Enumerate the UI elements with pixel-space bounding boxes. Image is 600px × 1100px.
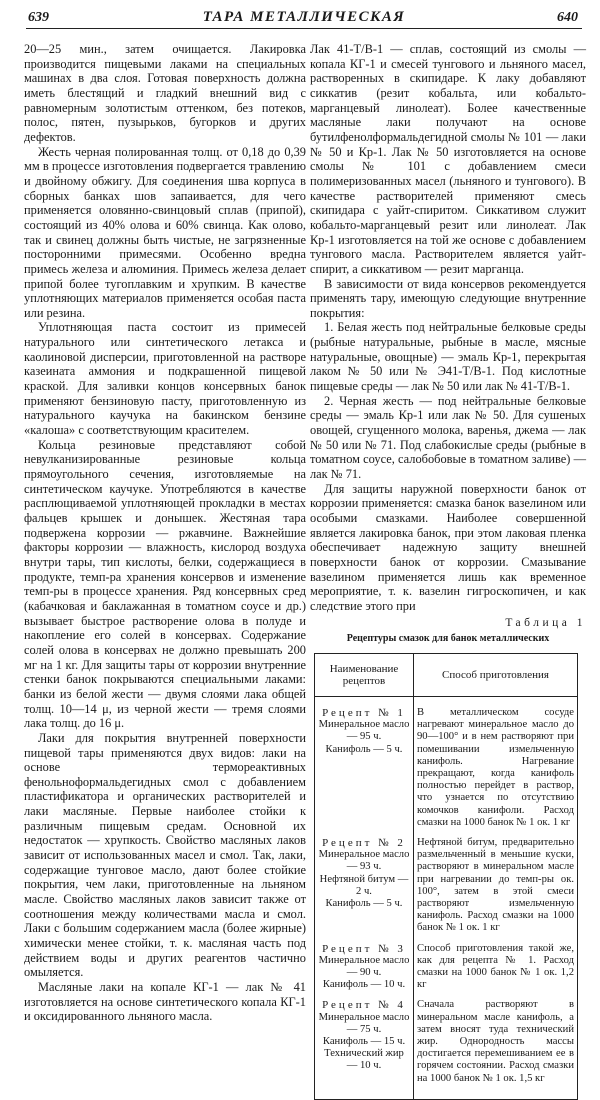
recipe-ingredient: Канифоль — 15 ч. xyxy=(322,1035,406,1047)
recipe-title: Рецепт № 2 xyxy=(322,836,406,849)
recipe-ingredient: Минеральное масло — 75 ч. xyxy=(318,1011,410,1035)
recipe-ingredient: Минеральное масло — 90 ч. xyxy=(318,954,410,978)
recipe-ingredient: Канифоль — 10 ч. xyxy=(322,979,406,991)
table-header-method: Способ приготовления xyxy=(414,653,578,696)
paragraph: Лаки для покрытия внутренней поверхности пищевой тары применяются двух видов: лаки на основе термореактивных фенольноформальдегидных смол с добавлением пластификатора и органических растворителей и лаки масляные. Первые наиболее стойки к различным пищевым средам. Основной их недостаток — хрупкость. Свойство масляных лаков зависит от использованных масел и смол. Так, лаки, содержащие тунговое масло, дают более стойкие покрытия, чем лаки, приготовленные на льняном масле. Свойство масляных лаков зависит также от соотношения между количествами масла и смол. Лаки с большим содержанием масла (более жирные) химически менее стойки, т. к. масляная часть под действием воды и других реагентов частично омыляется. xyxy=(24,730,306,980)
table-label: Таблица 1 xyxy=(505,616,586,629)
paragraph: Для защиты наружной поверхности банок от коррозии применяется: смазка банок вазелином или особыми смазками. Наиболее совершенной является лакировка банок, при этом лаковая пленка обеспечивает надежную защиту внешней поверхности банок от коррозии. Смазывание вазелином применяется лишь как временное мероприятие, т. к. вазелин гигроскопичен, и как следствие этого при xyxy=(310,481,586,613)
paragraph: Лак 41-Т/В-1 — сплав, состоящий из смолы — копала КГ-1 и смесей тунгового и льняного масел, растворенных в скипидаре. К лаку добавляют сиккатив (резит кобальта, или кобальто-марганцевый линолеат). Более качественные масляные лаки получают на основе бутилфенолформальдегидной смолы № 101 — лаки № 50 и Кр-1. Лак № 50 изготовляется на основе смолы № 101 с добавлением смеси полимеризованных масел (льняного и тунгового). В качестве растворителей применяют смесь скипидара с уайт-спиритом. Сиккативом служит кобальто-марганцевый резит или линолеат. Лак Кр-1 изготовляется на той же основе с добавлением тунгового масла. Растворителем является уайт-спирит, а сиккативом — резит марганца. xyxy=(310,42,586,276)
recipe-method-cell: Сначала растворяют в минеральном масле канифоль, а затем вносят туда технический жир. Однородность массы достигается перемешиванием ее в горячем состоянии. Расход смазки на 1000 банок № 1 ок. 1,5 кг xyxy=(414,991,578,1099)
recipe-ingredient: Нефтяной битум — 2 ч. xyxy=(319,873,409,897)
page-number-left: 639 xyxy=(28,10,49,25)
table-caption: Рецептуры смазок для банок металлических xyxy=(346,633,550,645)
left-column xyxy=(24,42,306,1024)
recipe-ingredient: Минеральное масло — 93 ч. xyxy=(318,849,410,873)
table-row xyxy=(315,991,578,1099)
right-column xyxy=(310,42,586,1100)
recipe-ingredient: Минеральное масло — 95 ч. xyxy=(318,719,410,743)
recipe-title: Рецепт № 3 xyxy=(322,942,406,955)
paragraph: 1. Белая жесть под нейтральные белковые среды (рыбные натуральные, рыбные в масле, мясные натуральные, овощные) — эмаль Кр-1, перекрытая лаком № 50 или № Э41-Т/В-1. Под кислотные пищевые среды — лак № 50 или лак № 41-Т/В-1. xyxy=(310,320,586,394)
paragraph: Кольца резиновые представляют собой невулканизированные резиновые кольца прямоугольного сечения, изготовляемые на синтетическом каучуке. Употребляются в качестве расплющиваемой уплотняющей прокладки в местах фальцев крышек и донышек. Жестяная тара подвержена коррозии — ржавчине. Важнейшие факторы коррозии — влажность, кислород воздуха внутри тары, тип кислоты, белки, содержащиеся в продукте, темп-ра хранения консервов и изменение темп-ры в процессе хранения. Ряд консервных сред (кабачковая и баклажанная в томатном соусе и др.) вызывает быстрое растворение олова в полуде и накопление его солей в консервах. Содержание солей олова в консервах не должно превышать 200 мг на 1 кг. Для защиты тары от коррозии внутренние стенки банок покрываются специальными лаками: банки из белой жести — двумя слоями лака общей толщ. 10—14 μ, из черной жести — тремя слоями лака толщ. до 16 μ. xyxy=(24,437,306,731)
paragraph: Жесть черная полированная толщ. от 0,18 до 0,39 мм в процессе изготовления подвергается травлению и двойному обжигу. Для соединения шва корпуса в сборных банках шов запаивается, для чего применяется оловянно-свинцовый сплав (припой), состоящий из 40% олова и 60% свинца. Как олово, так и свинец должны быть чистые, не загрязненные посторонними примесями. Особенно вредна примесь железа и алюминия. Примесь железа делает припой более тугоплавким и хрупким. В качестве уплотняющих материалов применяется особая паста или резина. xyxy=(24,144,306,320)
page-header xyxy=(26,8,582,29)
recipe-method-cell: Способ приготовления такой же, как для рецепта № 1. Расход смазки на 1000 банок № 1 ок. 1,2 кг xyxy=(414,935,578,992)
recipe-ingredient: Канифоль — 5 ч. xyxy=(325,897,403,909)
recipe-name-cell xyxy=(315,935,414,992)
table-row xyxy=(315,829,578,935)
recipe-name-cell xyxy=(315,829,414,935)
table-header-name: Наименование рецептов xyxy=(315,653,414,696)
page-number-right: 640 xyxy=(557,10,578,25)
recipes-table xyxy=(314,653,578,1100)
recipe-ingredient: Канифоль — 5 ч. xyxy=(325,743,403,755)
paragraph: 20—25 мин., затем очищается. Лакировка производится пищевыми лаками на специальных машинах в два слоя. Готовая поверхность должна иметь блестящий и гладкий внешний вид с равномерным золотистым оттенком, без потеков, полос, пятен, пузырьков, бугорков и других дефектов. xyxy=(24,42,306,144)
recipe-name-cell xyxy=(315,991,414,1099)
recipe-ingredient: Технический жир — 10 ч. xyxy=(324,1048,404,1072)
recipe-method-cell: В металлическом сосуде нагревают минеральное масло до 90—100° и в нем растворяют при помешивании измельченную канифоль. Нагревание прекращают, когда канифоль полностью перейдет в раствор, что узнается по отсутствию комочков канифоли. Расход смазки на 1000 банок № 1 ок. 1 кг xyxy=(414,696,578,829)
paragraph: 2. Черная жесть — под нейтральные белковые среды — эмаль Кр-1 или лак № 50. Для сушеных овощей, сгущенного молока, варенья, джема — лак № 50 или № 71. Под слабокислые среды (рыбные в томатном соусе, салобобовые в томатном заливе) — лак № 71. xyxy=(310,393,586,482)
paragraph: Масляные лаки на копале КГ-1 — лак № 41 изготовляется на основе синтетического копала КГ-1 и оксидированного льняного масла. xyxy=(24,980,306,1024)
recipe-name-cell xyxy=(315,696,414,829)
recipe-method-cell: Нефтяной битум, предварительно размельченный в меньшие куски, растворяют в минеральном масле при нагревании до темп-ры ок. 100°, затем в этой смеси растворяют измельченную канифоль. Расход смазки на 1000 банок № 1 ок. 1 кг xyxy=(414,829,578,935)
paragraph: Уплотняющая паста состоит из примесей натурального или синтетического летакса и каолиновой дисперсии, приготовленной на растворе казеината аммония и подкрашенной пищевой краской. Для заливки концов консервных банок применяют бензиновую пасту, приготовленную из натурального каучука на бакинском бензине «калоша» с соответствующим красителем. xyxy=(24,320,306,438)
table-row xyxy=(315,935,578,992)
recipe-title: Рецепт № 4 xyxy=(322,999,406,1012)
table-row xyxy=(315,696,578,829)
running-title: ТАРА МЕТАЛЛИЧЕСКАЯ xyxy=(202,9,406,25)
recipe-title: Рецепт № 1 xyxy=(322,706,406,719)
paragraph: В зависимости от вида консервов рекомендуется применять тару, имеющую следующие внутренние покрытия: xyxy=(310,276,586,320)
